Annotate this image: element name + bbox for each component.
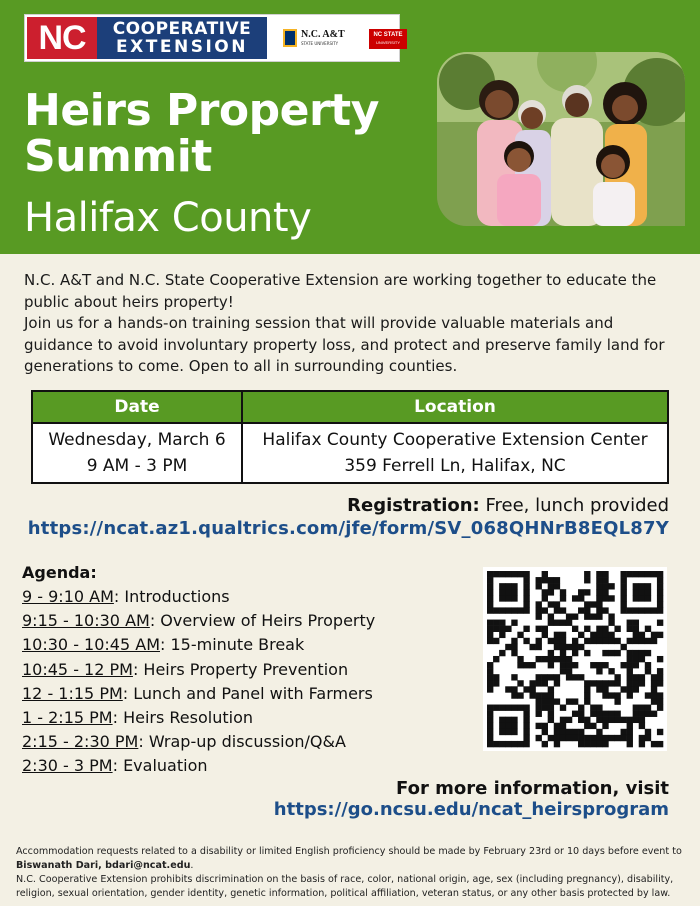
family-photo-icon (437, 52, 685, 226)
date-header: Date (32, 391, 242, 423)
location-line2: 359 Ferrell Ln, Halifax, NC (344, 456, 566, 476)
agenda-label: : Introductions (113, 587, 230, 606)
ncstate-name: NC STATE (373, 32, 403, 38)
agenda-item (22, 658, 375, 682)
agenda-item (22, 585, 375, 609)
agenda-item (22, 609, 375, 633)
agenda-list (22, 585, 375, 779)
agenda-time[interactable]: 2:15 - 2:30 PM (22, 732, 139, 752)
agenda-label: : Lunch and Panel with Farmers (122, 683, 373, 703)
aggie-mark-icon (283, 29, 297, 47)
agenda-label: : Overview of Heirs Property (149, 611, 376, 631)
footer-contact[interactable]: Biswanath Dari, bdari@ncat.edu (16, 860, 191, 871)
family-photo (437, 52, 685, 226)
intro-line1: N.C. A&T and N.C. State Cooperative Extension are working together to educate the public about heirs property! (24, 271, 657, 311)
ncstate-logo (369, 29, 407, 49)
agenda-time[interactable]: 1 - 2:15 PM (22, 708, 113, 728)
date-line2: 9 AM - 3 PM (86, 456, 188, 476)
agenda-time[interactable]: 10:45 - 12 PM (22, 659, 133, 679)
agenda-label: : Evaluation (112, 756, 208, 776)
title-line1: Heirs Property (24, 85, 379, 136)
agenda-time[interactable]: 12 - 1:15 PM (22, 683, 123, 703)
agenda-title: Agenda: (22, 563, 97, 582)
intro-text (24, 270, 680, 378)
ncstate-sub: UNIVERSITY (375, 40, 400, 45)
ncat-logo (283, 27, 345, 51)
registration-text: Free, lunch provided (479, 495, 669, 516)
page-subtitle: Halifax County (24, 195, 312, 241)
footer-line2: N.C. Cooperative Extension prohibits discrimination on the basis of race, color, national origin, age, sex (including pregnancy), disability, religion, sexual orientation, gender identity, genetic information, political affiliation, veteran status, or any other basis protected by law. (16, 874, 674, 899)
nc-logo: NC (27, 17, 97, 59)
coop-line2: EXTENSION (116, 37, 248, 57)
more-info-label: For more information, visit (396, 778, 669, 799)
date-line1: Wednesday, March 6 (48, 430, 226, 450)
page-title (24, 85, 379, 182)
footer-accommodation: Accommodation requests related to a disability or limited English proficiency should be made by February 23rd or 10 days before event to (16, 846, 682, 857)
cooperative-extension-logo (97, 17, 267, 59)
qr-code-icon (483, 567, 667, 751)
footer-disclaimer (16, 845, 686, 901)
location-line1: Halifax County Cooperative Extension Center (262, 430, 648, 450)
agenda-time[interactable]: 9:15 - 10:30 AM (22, 611, 150, 631)
agenda-time[interactable]: 10:30 - 10:45 AM (22, 635, 160, 655)
agenda-item (22, 682, 375, 706)
location-cell (242, 423, 668, 483)
title-line2: Summit (24, 131, 212, 182)
date-cell (32, 423, 242, 483)
logo-bar (24, 14, 403, 62)
agenda-item (22, 730, 375, 754)
ncat-name: N.C. A&T (301, 29, 345, 40)
agenda-label: : Heirs Property Prevention (132, 659, 349, 679)
intro-line2: Join us for a hands-on training session that will provide valuable materials and guidance to avoid involuntary property loss, and protect and preserve family land for generations to come. Open to all in surrounding counties. (24, 314, 665, 375)
qr-code[interactable] (483, 567, 667, 751)
coop-line1: COOPERATIVE (112, 19, 252, 39)
agenda-time[interactable]: 9 - 9:10 AM (22, 587, 114, 606)
footer-contact-end: . (190, 860, 194, 871)
location-header: Location (242, 391, 668, 423)
ncat-sub: STATE UNIVERSITY (301, 41, 339, 46)
footer-line1 (16, 845, 686, 873)
registration-line (347, 495, 669, 516)
registration-label: Registration: (347, 495, 480, 516)
registration-link[interactable]: https://ncat.az1.qualtrics.com/jfe/form/SV_068QHNrB8EQL87Y (27, 518, 669, 539)
agenda-item (22, 633, 375, 657)
agenda-label: : Heirs Resolution (112, 708, 253, 728)
event-info-table (31, 390, 669, 484)
header-banner (0, 0, 700, 254)
agenda-label: : 15-minute Break (160, 635, 305, 655)
agenda-time[interactable]: 2:30 - 3 PM (22, 756, 113, 776)
agenda-label: : Wrap-up discussion/Q&A (138, 732, 346, 752)
agenda-item (22, 754, 375, 778)
more-info-link[interactable]: https://go.ncsu.edu/ncat_heirsprogram (273, 799, 669, 820)
agenda-item (22, 706, 375, 730)
